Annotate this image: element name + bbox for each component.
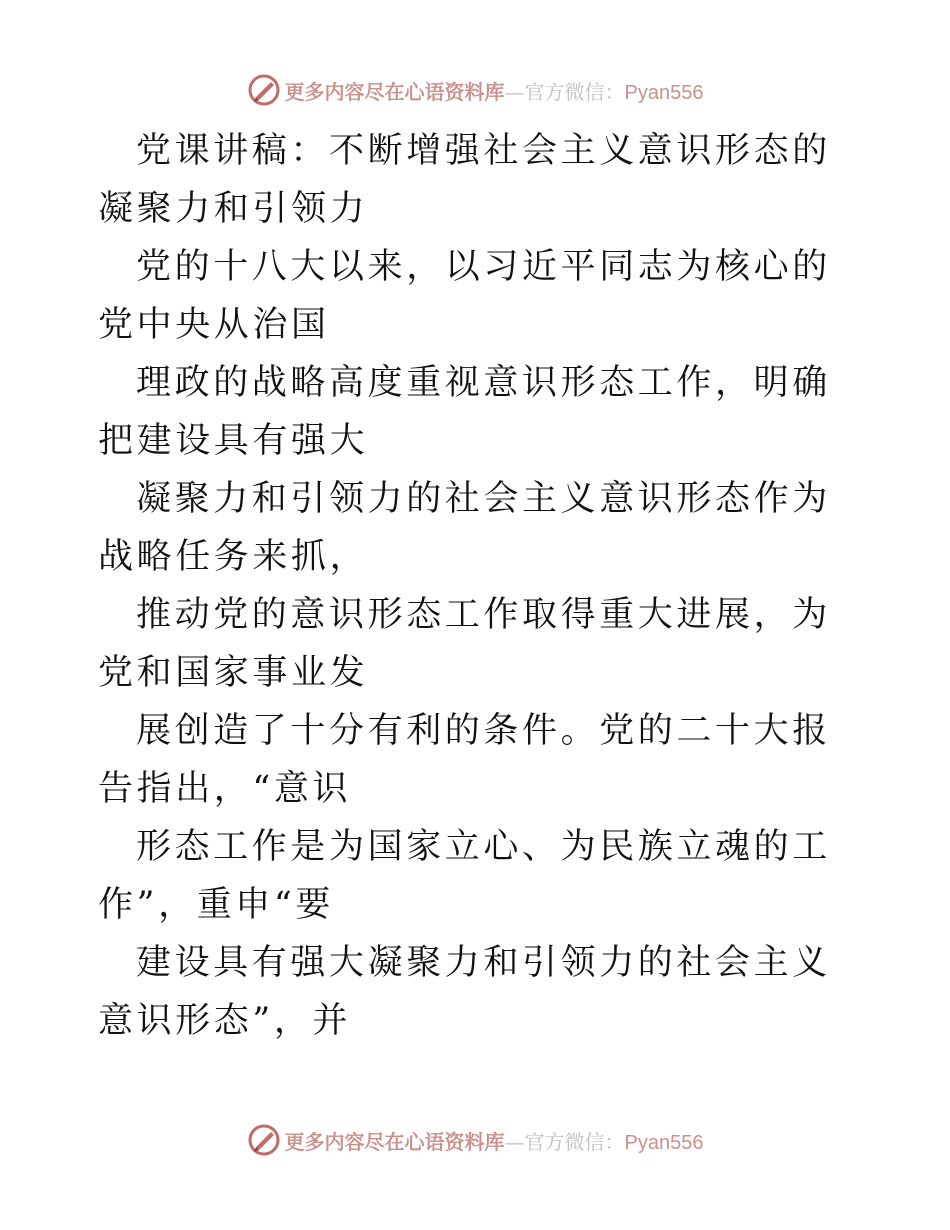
header-watermark-banner <box>0 70 950 110</box>
banner-sub-text: 官方微信： <box>524 1129 625 1154</box>
banner-separator: — <box>504 79 525 104</box>
paragraph-line: 形态工作是为国家立心、为民族立魂的工作”，重申“要 <box>98 827 831 925</box>
banner-main-text: 更多内容尽在心语资料库 <box>284 79 505 104</box>
pen-logo-icon <box>247 1123 281 1157</box>
banner-text <box>285 1126 704 1155</box>
pen-logo-icon <box>247 73 281 107</box>
paragraph-title: 党课讲稿：不断增强社会主义意识形态的凝聚力和引领力 <box>98 131 831 229</box>
banner-wechat-id: Pyan556 <box>624 81 704 104</box>
banner-sub-text: 官方微信： <box>524 79 625 104</box>
paragraph-line: 推动党的意识形态工作取得重大进展，为党和国家事业发 <box>98 595 831 693</box>
paragraph-line: 凝聚力和引领力的社会主义意识形态作为战略任务来抓， <box>98 479 831 577</box>
paragraph-line: 建设具有强大凝聚力和引领力的社会主义意识形态”，并 <box>98 943 831 1041</box>
banner-separator: — <box>504 1129 525 1154</box>
banner-text <box>285 76 704 105</box>
footer-watermark-banner <box>0 1120 950 1160</box>
document-body <box>98 122 858 1050</box>
paragraph-line: 展创造了十分有利的条件。党的二十大报告指出，“意识 <box>98 711 831 809</box>
banner-wechat-id: Pyan556 <box>624 1131 704 1154</box>
paragraph-line: 理政的战略高度重视意识形态工作，明确把建设具有强大 <box>98 363 831 461</box>
banner-main-text: 更多内容尽在心语资料库 <box>284 1129 505 1154</box>
paragraph-line: 党的十八大以来，以习近平同志为核心的党中央从治国 <box>98 247 831 345</box>
